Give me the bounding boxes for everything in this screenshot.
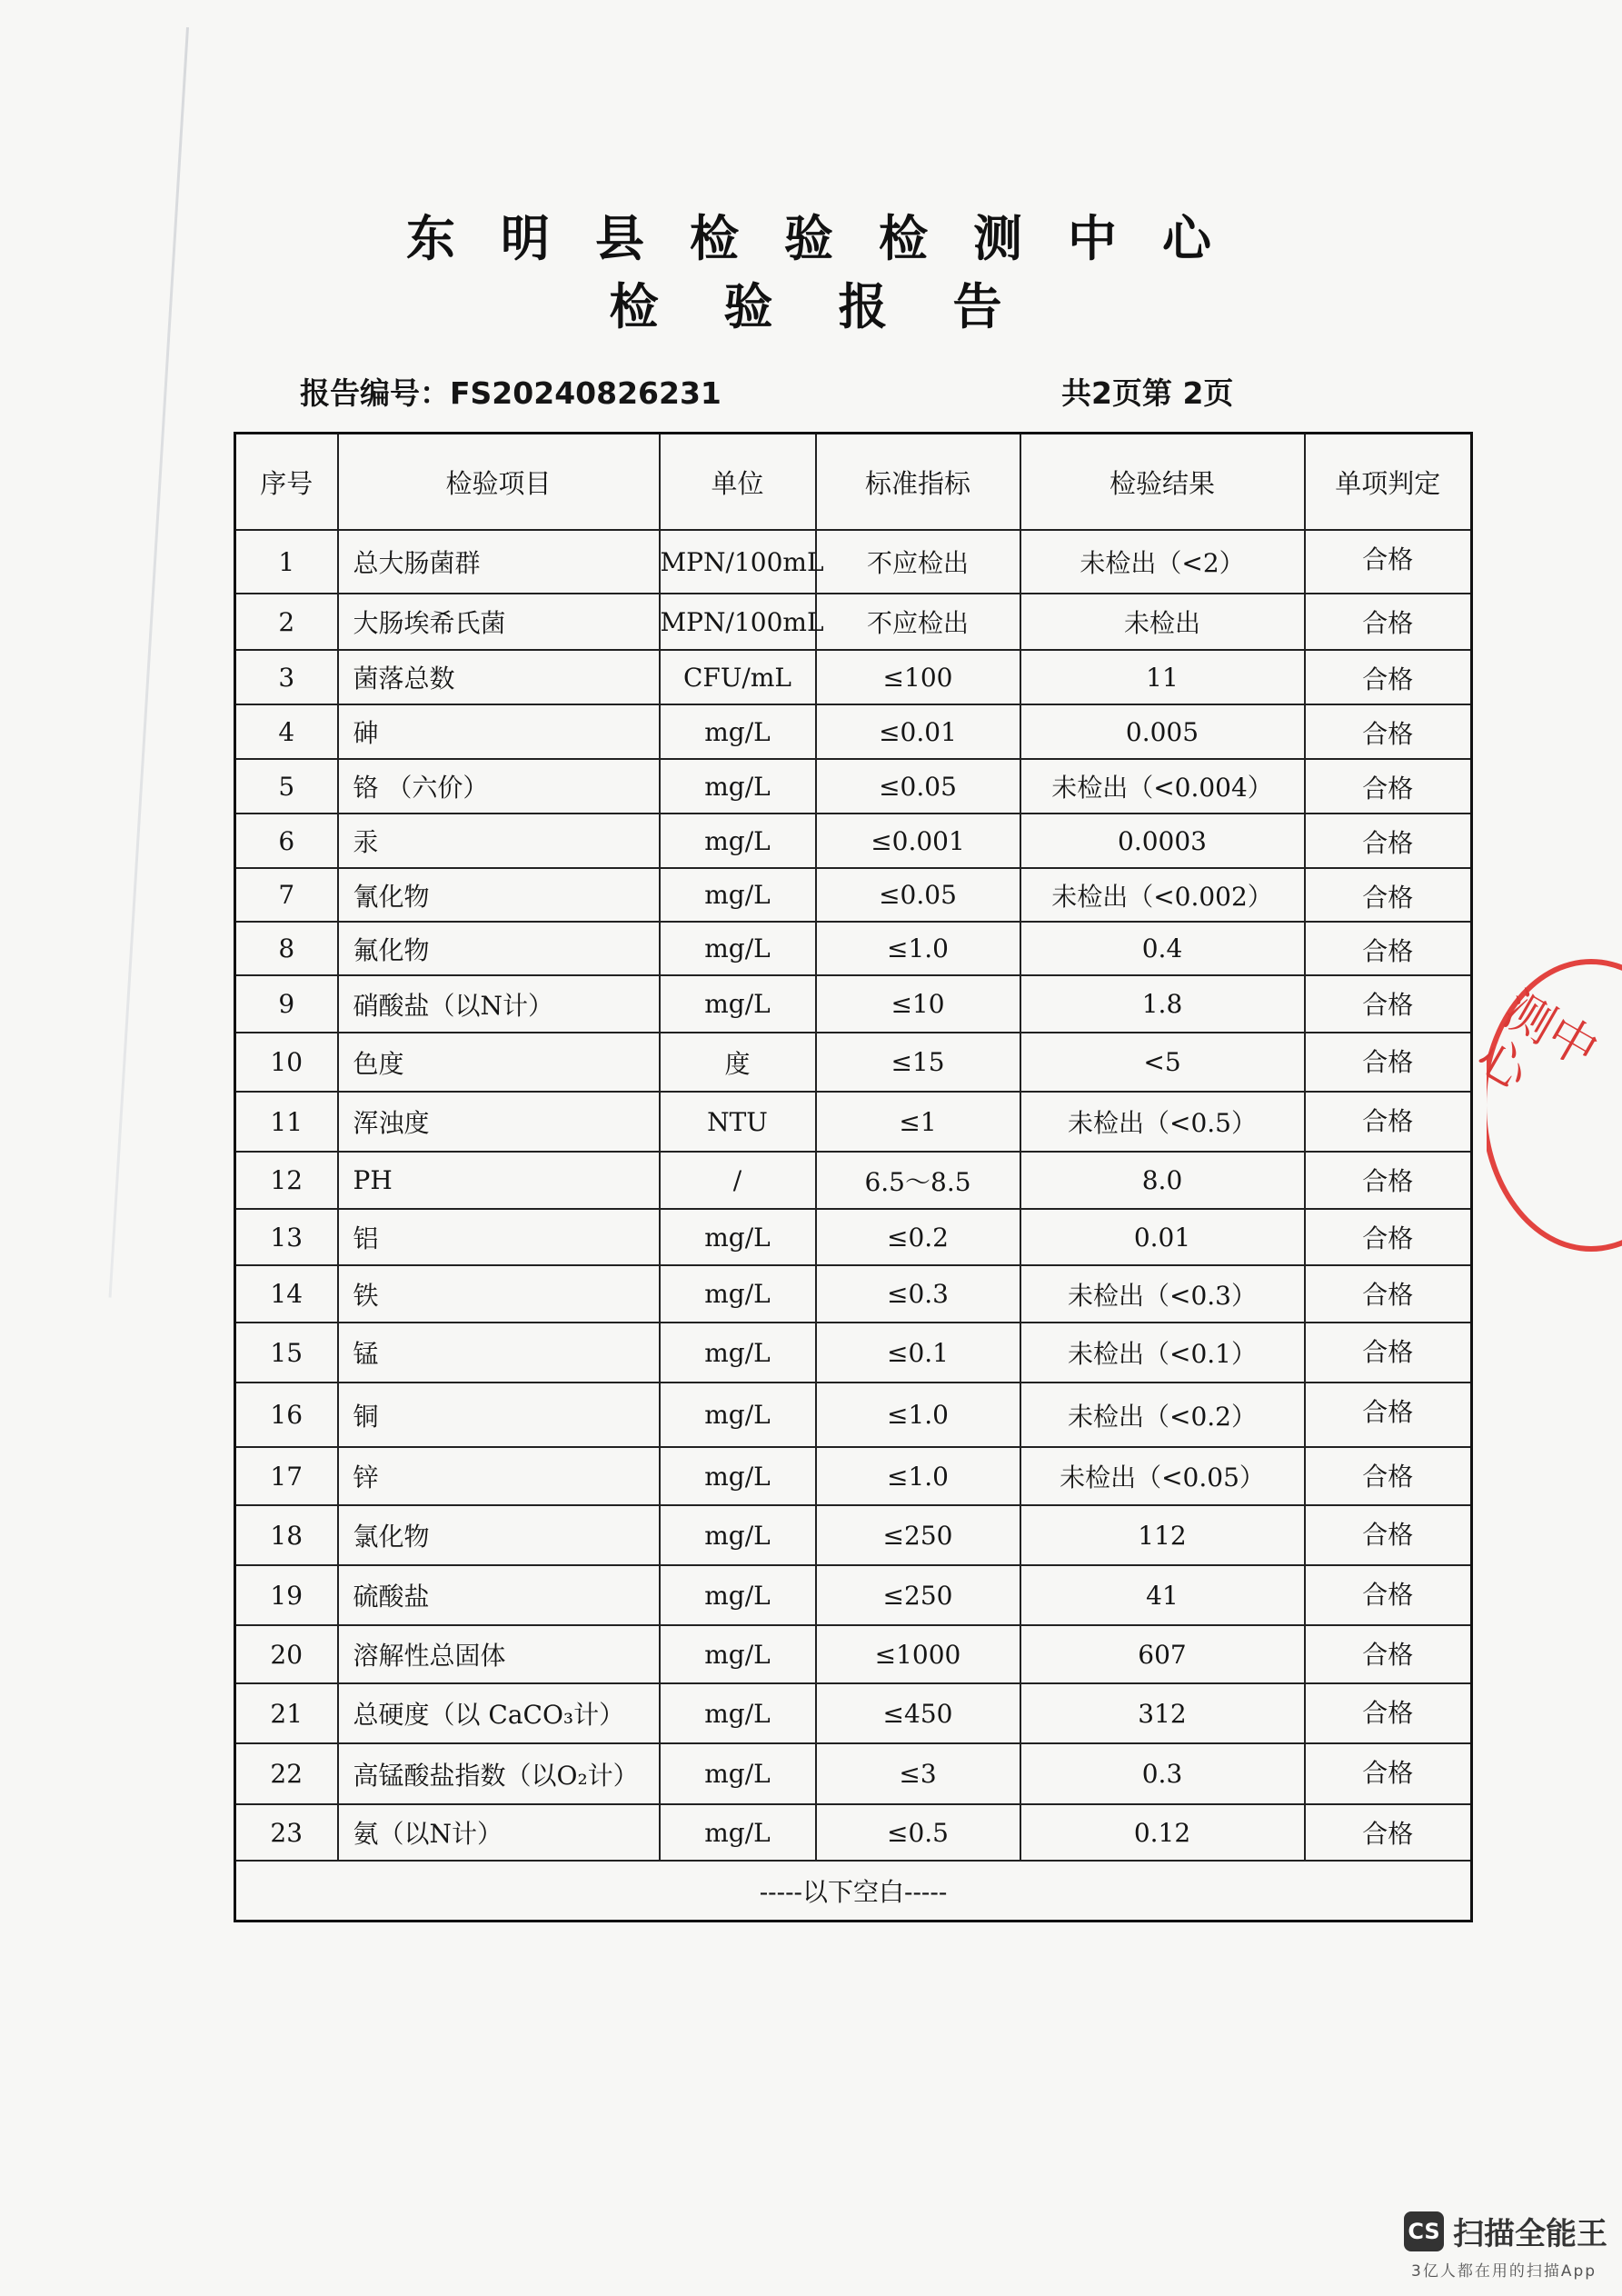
cell-result: 未检出 <box>1020 594 1305 650</box>
cell-item: 铝 <box>338 1209 660 1265</box>
cell-item: 锰 <box>338 1323 660 1383</box>
cell-standard: ≤0.3 <box>816 1265 1020 1323</box>
cell-standard: 不应检出 <box>816 530 1020 594</box>
cell-unit: mg/L <box>660 1625 816 1683</box>
cell-result: 1.8 <box>1020 975 1305 1033</box>
end-note-row <box>235 1861 1472 1922</box>
table-row <box>235 1743 1472 1804</box>
seal-text: 测中心 <box>1467 980 1608 1102</box>
col-header-index: 序号 <box>235 434 338 531</box>
cell-unit: 度 <box>660 1033 816 1092</box>
page-info: 共2页第 2页 <box>1061 375 1234 411</box>
cell-judgement: 合格 <box>1305 704 1472 759</box>
end-note: -----以下空白----- <box>235 1861 1472 1922</box>
cell-unit: mg/L <box>660 1383 816 1447</box>
scanner-watermark <box>1404 2209 1607 2253</box>
col-header-standard: 标准指标 <box>816 434 1020 531</box>
cell-judgement: 合格 <box>1305 594 1472 650</box>
cell-item: PH <box>338 1152 660 1209</box>
cell-unit: mg/L <box>660 759 816 814</box>
cell-standard: ≤1.0 <box>816 1383 1020 1447</box>
cell-standard: ≤1.0 <box>816 922 1020 975</box>
cell-result: 未检出（<0.2） <box>1020 1383 1305 1447</box>
cell-judgement: 合格 <box>1305 1209 1472 1265</box>
table-row <box>235 650 1472 704</box>
cell-item: 铬 （六价） <box>338 759 660 814</box>
cell-judgement: 合格 <box>1305 1625 1472 1683</box>
cell-index: 22 <box>235 1743 338 1804</box>
cell-unit: MPN/100mL <box>660 530 816 594</box>
cell-item: 氯化物 <box>338 1505 660 1565</box>
cell-index: 23 <box>235 1804 338 1861</box>
cell-item: 铁 <box>338 1265 660 1323</box>
cell-index: 10 <box>235 1033 338 1092</box>
cell-judgement: 合格 <box>1305 1447 1472 1505</box>
cell-item: 氰化物 <box>338 868 660 922</box>
cell-judgement: 合格 <box>1305 1683 1472 1743</box>
table-row <box>235 1033 1472 1092</box>
cell-item: 汞 <box>338 814 660 868</box>
cell-result: 未检出（<2） <box>1020 530 1305 594</box>
col-header-item: 检验项目 <box>338 434 660 531</box>
report-title: 检验报告 <box>609 278 1068 335</box>
cell-index: 17 <box>235 1447 338 1505</box>
cell-judgement: 合格 <box>1305 814 1472 868</box>
cell-unit: mg/L <box>660 1565 816 1625</box>
cell-standard: 不应检出 <box>816 594 1020 650</box>
cell-standard: ≤0.05 <box>816 868 1020 922</box>
cell-standard: ≤15 <box>816 1033 1020 1092</box>
cell-item: 高锰酸盐指数（以O₂计） <box>338 1743 660 1804</box>
cell-standard: ≤10 <box>816 975 1020 1033</box>
cell-standard: ≤0.05 <box>816 759 1020 814</box>
cell-item: 大肠埃希氏菌 <box>338 594 660 650</box>
cell-judgement: 合格 <box>1305 1265 1472 1323</box>
table-header-row <box>235 434 1472 531</box>
cell-judgement: 合格 <box>1305 1505 1472 1565</box>
cell-judgement: 合格 <box>1305 1033 1472 1092</box>
table-row <box>235 922 1472 975</box>
table-row <box>235 1447 1472 1505</box>
cell-standard: ≤0.5 <box>816 1804 1020 1861</box>
table-row <box>235 1092 1472 1152</box>
cell-judgement: 合格 <box>1305 1152 1472 1209</box>
cell-index: 19 <box>235 1565 338 1625</box>
cell-judgement: 合格 <box>1305 1565 1472 1625</box>
cell-unit: mg/L <box>660 1323 816 1383</box>
cell-result: 未检出（<0.3） <box>1020 1265 1305 1323</box>
table-row <box>235 1383 1472 1447</box>
col-header-result: 检验结果 <box>1020 434 1305 531</box>
cell-unit: mg/L <box>660 1447 816 1505</box>
cell-standard: 6.5～8.5 <box>816 1152 1020 1209</box>
cell-index: 2 <box>235 594 338 650</box>
cell-unit: mg/L <box>660 704 816 759</box>
cell-standard: ≤1 <box>816 1092 1020 1152</box>
cell-result: 0.4 <box>1020 922 1305 975</box>
cell-judgement: 合格 <box>1305 868 1472 922</box>
table-row <box>235 1209 1472 1265</box>
cell-judgement: 合格 <box>1305 530 1472 594</box>
table-row <box>235 1804 1472 1861</box>
cell-unit: mg/L <box>660 975 816 1033</box>
cell-unit: CFU/mL <box>660 650 816 704</box>
cell-standard: ≤0.001 <box>816 814 1020 868</box>
cell-result: 607 <box>1020 1625 1305 1683</box>
inspection-table <box>234 432 1473 1922</box>
cell-standard: ≤3 <box>816 1743 1020 1804</box>
table-row <box>235 530 1472 594</box>
cell-index: 3 <box>235 650 338 704</box>
cell-judgement: 合格 <box>1305 1743 1472 1804</box>
cell-result: 未检出（<0.004） <box>1020 759 1305 814</box>
table-row <box>235 1625 1472 1683</box>
cell-standard: ≤0.1 <box>816 1323 1020 1383</box>
table-row <box>235 594 1472 650</box>
cell-item: 浑浊度 <box>338 1092 660 1152</box>
cell-unit: mg/L <box>660 1743 816 1804</box>
cell-judgement: 合格 <box>1305 1323 1472 1383</box>
table-row <box>235 1505 1472 1565</box>
table-body <box>235 530 1472 1861</box>
cell-standard: ≤450 <box>816 1683 1020 1743</box>
cell-result: 0.005 <box>1020 704 1305 759</box>
cell-judgement: 合格 <box>1305 922 1472 975</box>
cell-index: 1 <box>235 530 338 594</box>
cell-index: 18 <box>235 1505 338 1565</box>
cell-result: 312 <box>1020 1683 1305 1743</box>
table-row <box>235 1683 1472 1743</box>
report-number: 报告编号：FS20240826231 <box>300 375 721 411</box>
scanner-logo-icon: CS <box>1404 2211 1444 2251</box>
cell-index: 13 <box>235 1209 338 1265</box>
cell-result: 0.0003 <box>1020 814 1305 868</box>
cell-unit: NTU <box>660 1092 816 1152</box>
cell-item: 溶解性总固体 <box>338 1625 660 1683</box>
cell-item: 砷 <box>338 704 660 759</box>
cell-judgement: 合格 <box>1305 759 1472 814</box>
cell-unit: mg/L <box>660 1209 816 1265</box>
cell-unit: mg/L <box>660 868 816 922</box>
cell-item: 锌 <box>338 1447 660 1505</box>
cell-item: 总硬度（以 CaCO₃计） <box>338 1683 660 1743</box>
table-row <box>235 814 1472 868</box>
cell-result: 8.0 <box>1020 1152 1305 1209</box>
cell-result: 112 <box>1020 1505 1305 1565</box>
table-row <box>235 1323 1472 1383</box>
cell-standard: ≤0.01 <box>816 704 1020 759</box>
table-row <box>235 868 1472 922</box>
cell-index: 21 <box>235 1683 338 1743</box>
cell-result: 11 <box>1020 650 1305 704</box>
cell-index: 15 <box>235 1323 338 1383</box>
cell-unit: MPN/100mL <box>660 594 816 650</box>
cell-result: 未检出（<0.1） <box>1020 1323 1305 1383</box>
cell-result: 未检出（<0.002） <box>1020 868 1305 922</box>
cell-item: 氟化物 <box>338 922 660 975</box>
cell-index: 12 <box>235 1152 338 1209</box>
cell-index: 20 <box>235 1625 338 1683</box>
cell-standard: ≤250 <box>816 1565 1020 1625</box>
table-row <box>235 1265 1472 1323</box>
org-title: 东明县检验检测中心 <box>406 210 1257 267</box>
cell-index: 14 <box>235 1265 338 1323</box>
cell-index: 11 <box>235 1092 338 1152</box>
cell-unit: mg/L <box>660 814 816 868</box>
cell-judgement: 合格 <box>1305 650 1472 704</box>
cell-result: 0.12 <box>1020 1804 1305 1861</box>
cell-index: 4 <box>235 704 338 759</box>
cell-item: 总大肠菌群 <box>338 530 660 594</box>
cell-index: 8 <box>235 922 338 975</box>
cell-standard: ≤1.0 <box>816 1447 1020 1505</box>
cell-result: 未检出（<0.5） <box>1020 1092 1305 1152</box>
cell-standard: ≤0.2 <box>816 1209 1020 1265</box>
cell-unit: mg/L <box>660 1505 816 1565</box>
cell-judgement: 合格 <box>1305 1804 1472 1861</box>
col-header-judgement: 单项判定 <box>1305 434 1472 531</box>
scanner-tagline: 3亿人都在用的扫描App <box>1411 2262 1597 2281</box>
cell-item: 氨（以N计） <box>338 1804 660 1861</box>
col-header-unit: 单位 <box>660 434 816 531</box>
cell-item: 色度 <box>338 1033 660 1092</box>
cell-unit: mg/L <box>660 1265 816 1323</box>
scanner-app-name: 扫描全能王 <box>1453 2216 1607 2252</box>
table-row <box>235 1152 1472 1209</box>
cell-item: 硝酸盐（以N计） <box>338 975 660 1033</box>
cell-result: 41 <box>1020 1565 1305 1625</box>
cell-result: 0.3 <box>1020 1743 1305 1804</box>
cell-judgement: 合格 <box>1305 975 1472 1033</box>
cell-standard: ≤100 <box>816 650 1020 704</box>
cell-index: 16 <box>235 1383 338 1447</box>
cell-standard: ≤250 <box>816 1505 1020 1565</box>
cell-item: 铜 <box>338 1383 660 1447</box>
cell-index: 7 <box>235 868 338 922</box>
cell-item: 菌落总数 <box>338 650 660 704</box>
cell-result: <5 <box>1020 1033 1305 1092</box>
table-row <box>235 704 1472 759</box>
cell-judgement: 合格 <box>1305 1092 1472 1152</box>
cell-index: 9 <box>235 975 338 1033</box>
cell-item: 硫酸盐 <box>338 1565 660 1625</box>
cell-unit: / <box>660 1152 816 1209</box>
cell-unit: mg/L <box>660 922 816 975</box>
cell-result: 未检出（<0.05） <box>1020 1447 1305 1505</box>
cell-judgement: 合格 <box>1305 1383 1472 1447</box>
cell-index: 5 <box>235 759 338 814</box>
table-row <box>235 759 1472 814</box>
table-row <box>235 1565 1472 1625</box>
cell-index: 6 <box>235 814 338 868</box>
table-row <box>235 975 1472 1033</box>
cell-unit: mg/L <box>660 1683 816 1743</box>
cell-result: 0.01 <box>1020 1209 1305 1265</box>
cell-standard: ≤1000 <box>816 1625 1020 1683</box>
cell-unit: mg/L <box>660 1804 816 1861</box>
